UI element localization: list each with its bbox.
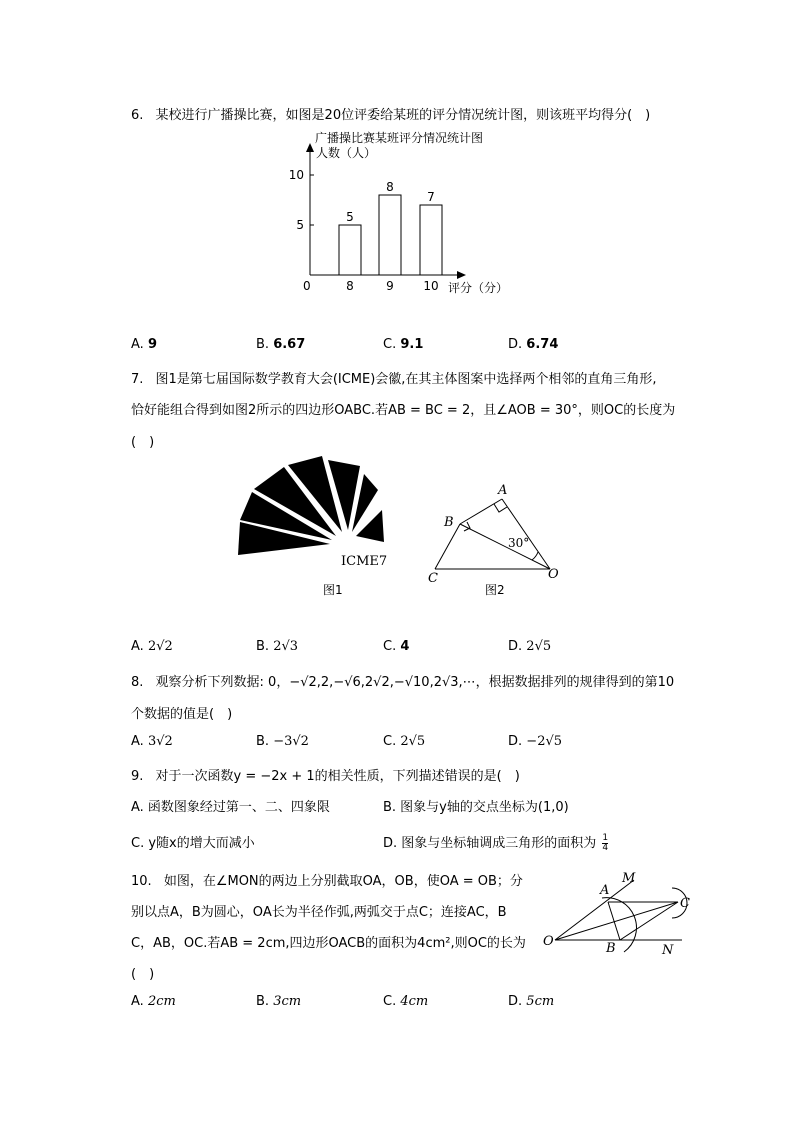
fig2-label-a: A — [498, 483, 508, 498]
chart-y-arrow — [306, 143, 314, 152]
q7-line2: 恰好能组合得到如图2所示的四边形OABC.若AB = BC = 2，且∠AOB = 30°，则OC的长度为 — [131, 403, 676, 418]
chart-origin-label: 0 — [303, 279, 311, 293]
chart-ylabel: 人数（人） — [316, 146, 377, 160]
bar-value-label-10: 7 — [427, 190, 435, 204]
fig10-label-o: O — [543, 934, 554, 949]
q7-number: 7. — [131, 372, 144, 387]
q9-choice-a[interactable]: A. 函数图象经过第一、二、四象限 — [131, 800, 330, 815]
q6-choice-b[interactable]: B. 6.67 — [256, 337, 306, 352]
q7-line3: ( ) — [131, 435, 155, 450]
fig10-label-c: C — [680, 896, 690, 911]
q10-number: 10. — [131, 874, 152, 889]
q8-line1: 8. 观察分析下列数据: 0，−√2,2,−√6,2√2,−√10,2√3,⋯，根据数据排列的规律得到的第10 — [131, 675, 675, 690]
q10-line4: ( ) — [131, 967, 155, 982]
q10-line1: 10. 如图，在∠MON的两边上分别截取OA，OB，使OA = OB；分 — [131, 874, 523, 889]
q9-choice-b[interactable]: B. 图象与y轴的交点坐标为(1,0) — [383, 800, 569, 815]
bar-9 — [379, 195, 401, 275]
q9-choice-c[interactable]: C. y随x的增大而减小 — [131, 836, 255, 851]
fig2-label-b: B — [444, 515, 454, 530]
q6-choice-c[interactable]: C. 9.1 — [383, 337, 424, 352]
q6-choice-a[interactable]: A. 9 — [131, 337, 157, 352]
q6-number: 6. — [131, 108, 144, 123]
chart-xlabel: 评分（分） — [448, 281, 509, 295]
bar-value-label-8: 5 — [346, 210, 354, 224]
x-tick-label-10: 10 — [423, 279, 439, 293]
q7-choice-d[interactable]: D. 2√5 — [508, 639, 552, 654]
q6-bar-chart — [286, 128, 526, 318]
q10-choice-c[interactable]: C. 4cm — [383, 994, 429, 1009]
q8-line2: 个数据的值是( ) — [131, 707, 233, 722]
icme7-label: ICME7 — [341, 554, 388, 569]
chart-bars — [339, 180, 442, 293]
q6-text: 某校进行广播操比赛，如图是20位评委给某班的评分情况统计图，则该班平均得分( ) — [155, 108, 651, 123]
q9-number: 9. — [131, 769, 144, 784]
q8-choice-c[interactable]: C. 2√5 — [383, 734, 426, 749]
fig1-caption: 图1 — [323, 583, 343, 597]
bar-value-label-9: 8 — [386, 180, 394, 194]
q8-number: 8. — [131, 675, 144, 690]
q8-choice-b[interactable]: B. −3√2 — [256, 734, 309, 749]
q8-choice-a[interactable]: A. 3√2 — [131, 734, 173, 749]
fig10-label-n: N — [662, 943, 674, 958]
q10-line2: 别以点A，B为圆心，OA长为半径作弧,两弧交于点C；连接AC，B — [131, 905, 507, 920]
chart-title: 广播操比赛某班评分情况统计图 — [315, 131, 484, 145]
fraction-one-quarter: $\frac{1}{4}$ — [602, 833, 609, 853]
q6-stem — [131, 104, 650, 123]
fig2-caption: 图2 — [485, 583, 505, 597]
quadrilateral-figure — [424, 480, 574, 600]
fig2-label-o: O — [548, 567, 559, 582]
fig10-label-b: B — [606, 941, 616, 956]
x-tick-label-9: 9 — [386, 279, 394, 293]
y-tick-label-5: 5 — [296, 218, 304, 232]
q7-line1: 7. 图1是第七届国际数学教育大会(ICME)会徽,在其主体图案中选择两个相邻的直角三角形, — [131, 372, 657, 387]
angle-mon-figure — [540, 870, 700, 960]
fig2-angle-label: 30° — [508, 536, 530, 550]
bar-10 — [420, 205, 442, 275]
q10-choice-d[interactable]: D. 5cm — [508, 994, 555, 1009]
q7-choice-c[interactable]: C. 4 — [383, 639, 410, 654]
q9-choice-d[interactable]: D. 图象与坐标轴调成三角形的面积为 $\frac{1}{4}$ — [383, 833, 609, 853]
q8-choice-d[interactable]: D. −2√5 — [508, 734, 563, 749]
fig10-label-m: M — [622, 871, 636, 886]
q7-choice-b[interactable]: B. 2√3 — [256, 639, 299, 654]
fig10-label-a: A — [600, 883, 610, 898]
q10-choice-a[interactable]: A. 2cm — [131, 994, 176, 1009]
q6-choice-d[interactable]: D. 6.74 — [508, 337, 559, 352]
fig2-label-c: C — [428, 571, 438, 586]
q7-choice-a[interactable]: A. 2√2 — [131, 639, 173, 654]
icme-emblem-figure — [232, 452, 402, 602]
q10-choice-b[interactable]: B. 3cm — [256, 994, 302, 1009]
bar-8 — [339, 225, 361, 275]
y-tick-label-10: 10 — [288, 168, 304, 182]
q10-line3: C，AB，OC.若AB = 2cm,四边形OACB的面积为4cm²,则OC的长为 — [131, 936, 526, 951]
x-tick-label-8: 8 — [346, 279, 354, 293]
q9-stem: 9. 对于一次函数y = −2x + 1的相关性质，下列描述错误的是( ) — [131, 769, 520, 784]
chart-x-arrow — [457, 271, 466, 279]
